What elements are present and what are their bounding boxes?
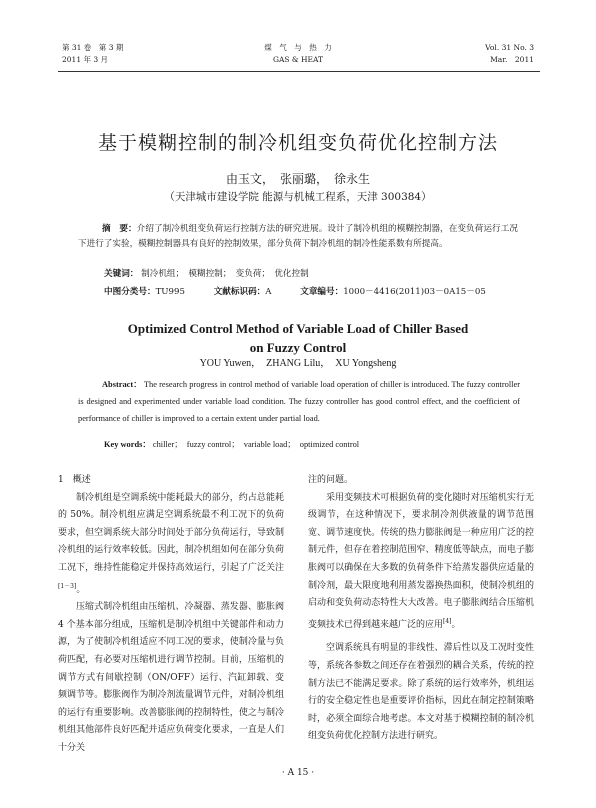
keywords-en-label: Key words： [104,440,151,449]
body-paragraph: 压缩式制冷机组由压缩机、冷凝器、蒸发器、膨胀阀 4 个基本部分组成，压缩机是制冷机组中关键部件和动力源，为了使制冷机组适应不同工况的要求，使制冷量与负荷匹配，有必要对压缩机进行调节控制。目前，压缩机的调节方式有间歇控制（ON/OFF）运行、汽缸卸载、变频调节等。膨胀阀作为制冷剂流量调节元件，对制冷机组的运行有重要影响。改善膨胀阀的控制特性，使之与制冷机组其他部件良好匹配并适应负荷变化要求，一直是人们十分关 [58,602,284,753]
journal-name-en: GAS & HEAT [272,55,323,64]
clc-value: TU995 [155,287,185,297]
paper-title-en-line1: Optimized Control Method of Variable Load of Chiller Based [127,321,469,336]
abstract-cn [78,222,518,252]
doc-code-label: 文献标识码： [213,287,266,297]
issue-date: 2011 年 3 月 [62,55,109,64]
abstract-en [78,377,520,427]
paper-title-cn: 基于模糊控制的制冷机组变负荷优化控制方法 [97,132,498,154]
body-column-left [58,472,284,758]
header-rule [58,71,540,72]
keywords-en-text: chiller； fuzzy control； variable load； optimized control [152,440,360,449]
abstract-cn-label: 摘 要： [102,224,137,234]
body-paragraph: 制冷机组是空调系统中能耗最大的部分，约占总能耗的 50%。制冷机组应满足空调系统最不利工况下的负荷要求，但空调系统大部分时间处于部分负荷运行，导致制冷机组的运行效率较低。因此，制冷机组如何在部分负荷工况下，维持性能稳定并保持高效运行，引起了广泛关注[1－3]。 [58,492,284,595]
clc-label: 中图分类号： [104,287,156,297]
authors-cn: 由玉文， 张丽璐， 徐永生 [225,172,370,186]
doc-code-value: A [265,287,272,297]
abstract-en-label: Abstract： [102,380,142,389]
keywords-en [104,438,359,450]
body-column-right [308,472,534,746]
authors-en: YOU Yuwen， ZHANG Lilu， XU Yongsheng [199,358,397,369]
abstract-cn-text: 介绍了制冷机组变负荷运行控制方法的研究进展。设计了制冷机组的模糊控制器，在变负荷运行工况下进行了实验，模糊控制器具有良好的控制效果，部分负荷下制冷机组的制冷性能系数有所提高。 [78,224,518,249]
body-paragraph: 采用变频技术可根据负荷的变化随时对压缩机实行无级调节，在这种情况下，要求制冷剂供液量的调节范围宽、调节速度快。传统的热力膨胀阀是一种应用广泛的控制元件，但存在着控制范围窄、精度低等缺点，而电子膨胀阀可以确保在大多数的负荷条件下给蒸发器供应适量的制冷剂，最大限度地利用蒸发器换热面积，使制冷机组的启动和变负荷动态特性大大改善。电子膨胀阀结合压缩机变频技术已得到越来越广泛的应用[4]。 [308,492,534,630]
journal-name-cn: 煤 气 与 热 力 [264,43,332,52]
volume-issue: 第 31 卷 第 3 期 [62,43,124,52]
page-number: · A 15 · [281,768,315,778]
volume-issue-en: Vol. 31 No. 3 [485,43,534,52]
affiliation-cn: （天津城市建设学院 能源与机械工程系，天津 300384） [164,191,432,203]
issue-date-en: Mar. 2011 [490,55,534,64]
journal-issue-header-en [485,42,534,66]
abstract-en-text: The research progress in control method of variable load operation of chiller is introduced. The fuzzy controller is designed and experimented under variable load condition. The fuzzy controller has good control effect, and the coefficient of performance of chiller is improved to a certain extent under partial load. [78,380,520,423]
keywords-cn-label: 关键词： [104,269,139,279]
paper-title-en-line2: on Fuzzy Control [249,340,347,355]
section-heading: 1 概述 [58,475,91,485]
keywords-cn-text: 制冷机组； 模糊控制； 变负荷； 优化控制 [141,269,309,279]
citation: [1－3] [58,582,77,590]
body-paragraph: 注的问题。 [308,475,354,485]
article-no-label: 文章编号： [300,287,344,297]
keywords-cn [104,268,309,280]
body-paragraph: 空调系统具有明显的非线性、滞后性以及工况时变性等，系统各参数之间还存在着强烈的耦合关系，传统的控制方法已不能满足要求。除了系统的运行效率外，机组运行的安全稳定性也是重要评价指标，因此在制定控制策略时，必须全面综合地考虑。本文对基于模糊控制的制冷机组变负荷优化控制方法进行研究。 [308,643,534,742]
classification-line [104,286,486,298]
article-no-value: 1000－4416(2011)03－0A15－05 [343,287,486,297]
citation: [4] [443,617,452,625]
